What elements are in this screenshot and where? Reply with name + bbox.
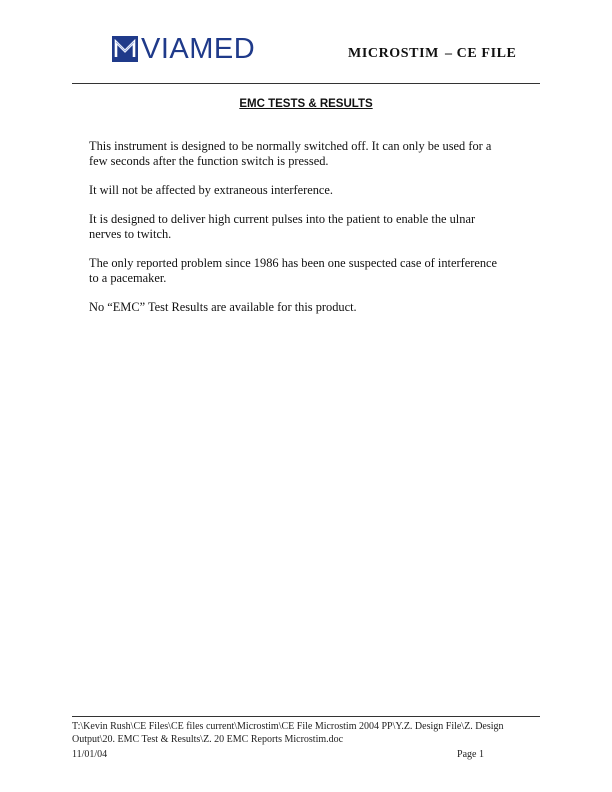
footer-page-number: Page 1 xyxy=(457,749,484,760)
footer-divider xyxy=(72,716,540,717)
document-heading: EMC TESTS & RESULTS xyxy=(239,98,373,110)
header-product-name: MICROSTIM xyxy=(348,46,439,61)
footer-row xyxy=(72,748,540,761)
paragraph: No “EMC” Test Results are available for this product. xyxy=(89,300,357,314)
header-title xyxy=(348,46,517,62)
logo-text: VIAMED xyxy=(141,33,256,65)
paragraph: It will not be affected by extraneous interference. xyxy=(89,183,334,197)
header-title-suffix: – CE FILE xyxy=(444,46,517,61)
paragraph: This instrument is designed to be normally switched off. It can only be used for a few seconds after the function switch is pressed. xyxy=(89,139,492,168)
viamed-m-logo-icon xyxy=(112,36,138,62)
footer-date: 11/01/04 xyxy=(72,749,108,760)
header-divider xyxy=(72,83,540,84)
company-logo xyxy=(112,34,255,64)
paragraph: The only reported problem since 1986 has been one suspected case of interference to a pacemaker. xyxy=(89,256,498,285)
paragraph: It is designed to deliver high current pulses into the patient to enable the ulnar nerves to twitch. xyxy=(89,212,476,241)
footer-file-path: T:\Kevin Rush\CE Files\CE files current\Microstim\CE File Microstim 2004 PP\Y.Z. Design File\Z. Design Output\20. EMC Test & Results\Z. 20 EMC Reports Microstim.doc xyxy=(72,721,504,745)
page-footer xyxy=(72,720,540,761)
document-body xyxy=(89,139,509,329)
